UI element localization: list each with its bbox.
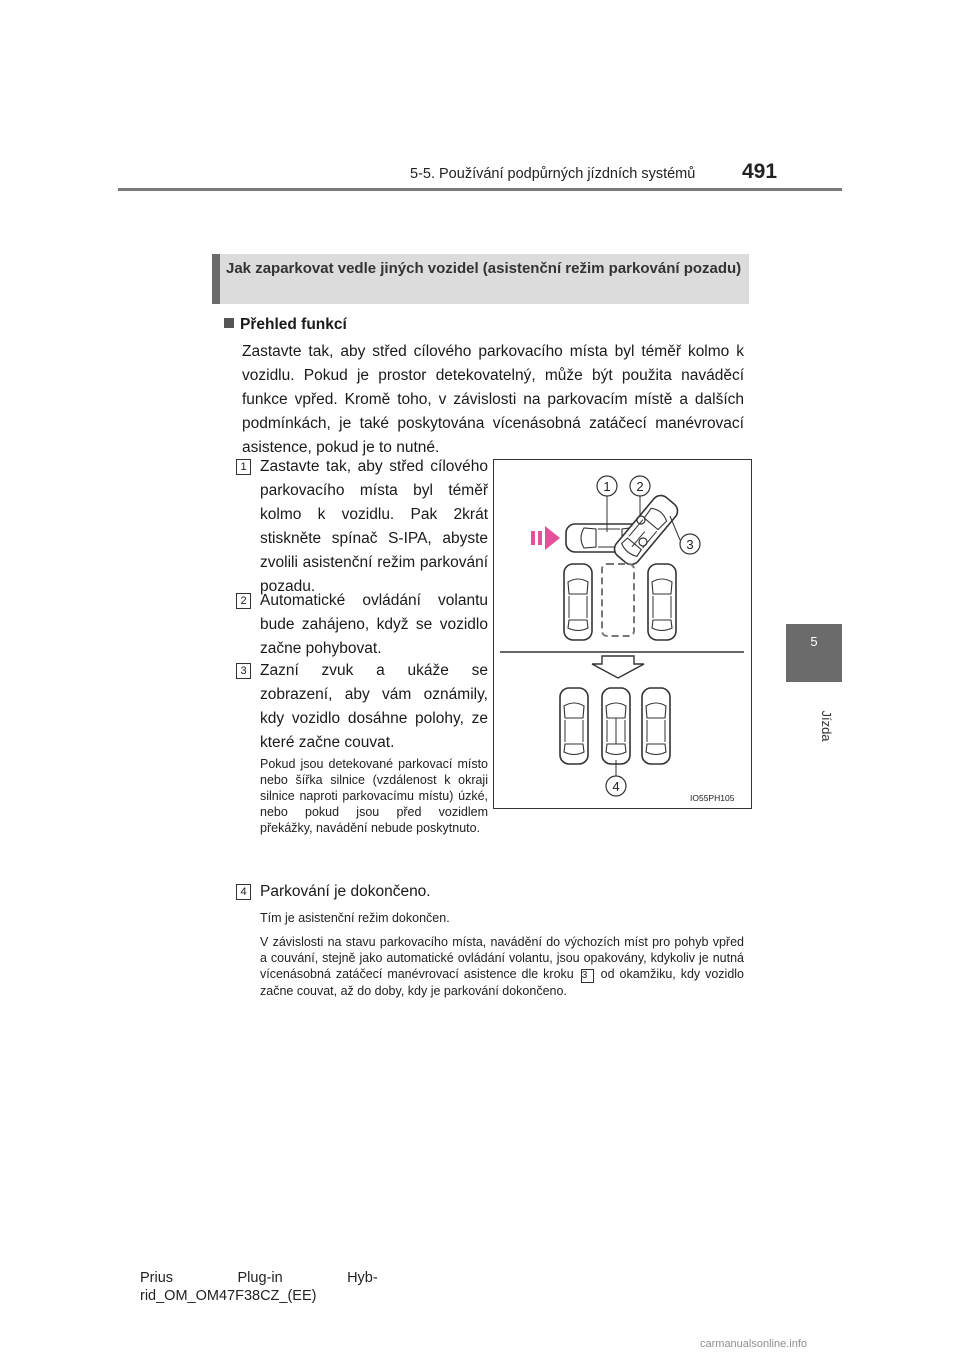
step-number-4: 4 bbox=[236, 884, 251, 900]
svg-text:1: 1 bbox=[603, 479, 611, 494]
callout-3 bbox=[670, 516, 700, 554]
down-arrow-icon bbox=[592, 656, 644, 678]
step-3-note: Pokud jsou detekované parkovací místo nebo šířka silnice (vzdálenost k okraji silnice naproti parkovacímu místu) úzké, nebo pokud jsou před vozidlem překážky, navádění nebude poskytnuto. bbox=[260, 757, 488, 835]
overview-heading bbox=[224, 316, 347, 334]
step-text-1: Zastavte tak, aby střed cílového parkovacího místa byl téměř kolmo k vozidlu. Pak 2krát stiskněte spínač S-IPA, abyste zvolili asistenční režim parkování pozadu. bbox=[260, 458, 488, 595]
header-rule bbox=[118, 188, 842, 191]
chapter-tab bbox=[786, 624, 842, 682]
step-number-2: 2 bbox=[236, 593, 251, 609]
step-number-3: 3 bbox=[236, 663, 251, 679]
overview-heading-text: Přehled funkcí bbox=[240, 316, 347, 333]
parking-diagram bbox=[493, 459, 752, 809]
svg-text:3: 3 bbox=[686, 537, 694, 552]
square-bullet-icon bbox=[224, 318, 234, 328]
page-number: 491 bbox=[742, 160, 778, 183]
diagram-code: IO55PH105 bbox=[690, 793, 735, 803]
repeat-note bbox=[260, 934, 744, 999]
parked-vehicle-icon bbox=[648, 564, 676, 640]
direction-arrow-icon bbox=[531, 526, 560, 550]
footer-line-2: rid_OM_OM47F38CZ_(EE) bbox=[140, 1288, 317, 1304]
callout-4 bbox=[606, 760, 626, 796]
footer-line-1: Prius Plug-in Hyb- bbox=[140, 1270, 378, 1286]
svg-text:4: 4 bbox=[612, 779, 620, 794]
running-header-section: 5-5. Používání podpůrných jízdních systémů bbox=[410, 166, 696, 182]
chapter-number: 5 bbox=[810, 634, 818, 649]
step-text-4: Parkování je dokončeno. bbox=[260, 883, 431, 900]
repeat-note-before: V závislosti na stavu parkovacího místa, navádění do výchozích míst pro pohyb vpřed a couvání, stejně jako automatické ovládání volantu, jsou opakovány, kdykoliv je nutná vícenásobná zatáčecí manévrovací asistence dle kroku bbox=[260, 935, 744, 981]
parked-vehicle-icon bbox=[642, 688, 670, 764]
completion-note: Tím je asistenční režim dokončen. bbox=[260, 911, 450, 925]
parked-vehicle-icon bbox=[560, 688, 588, 764]
repeat-note-after: od okamžiku, kdy vozidlo začne couvat, až do doby, kdy je parkování dokončeno. bbox=[260, 967, 745, 998]
inline-step-ref: 3 bbox=[581, 969, 594, 983]
target-space-icon bbox=[602, 564, 634, 636]
parking-diagram-svg bbox=[494, 460, 751, 808]
step-text-2: Automatické ovládání volantu bude zahájeno, když se vozidlo začne pohybovat. bbox=[260, 592, 488, 657]
parked-host-vehicle-icon bbox=[602, 688, 630, 764]
svg-text:2: 2 bbox=[636, 479, 644, 494]
section-header-accent bbox=[212, 254, 220, 304]
parked-vehicle-icon bbox=[564, 564, 592, 640]
overview-text: Zastavte tak, aby střed cílového parkovacího místa byl téměř kolmo k vozidlu. Pokud je prostor detekovatelný, může být použita naváděcí funkce vpřed. Kromě toho, v závislosti na parkovacím místě a dalších podmínkách, je také poskytována vícenásobná zatáčecí manévrovací asistence, pokud je to nutné. bbox=[242, 343, 744, 456]
step-number-1: 1 bbox=[236, 459, 251, 475]
chapter-label: Jízda bbox=[819, 710, 834, 742]
step-text-3: Zazní zvuk a ukáže se zobrazení, aby vám oznámily, kdy vozidlo dosáhne polohy, ze které začne couvat. bbox=[260, 662, 488, 751]
section-title: Jak zaparkovat vedle jiných vozidel (asistenční režim parkování pozadu) bbox=[226, 260, 742, 277]
watermark: carmanualsonline.info bbox=[700, 1338, 808, 1350]
